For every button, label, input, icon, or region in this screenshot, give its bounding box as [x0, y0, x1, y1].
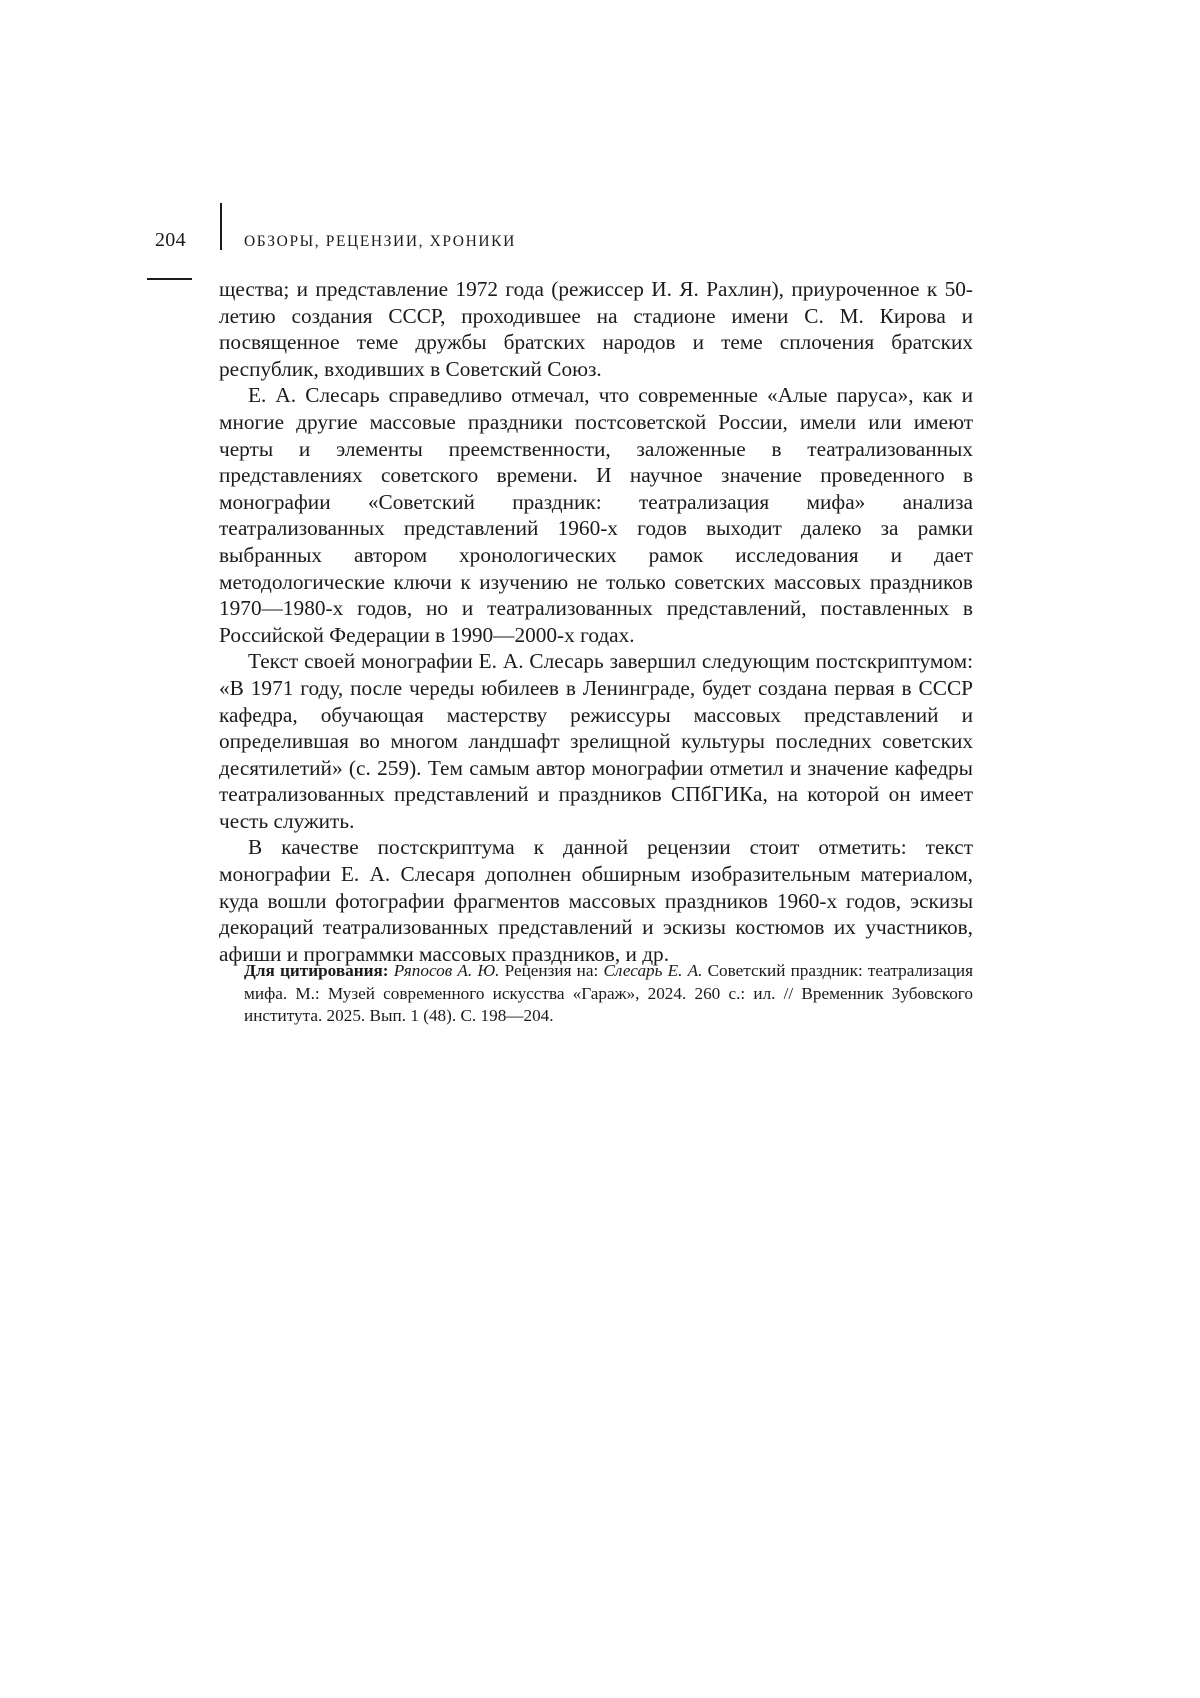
citation-block — [244, 960, 973, 1028]
paragraph: Е. А. Слесарь справедливо отмечал, что современные «Алые паруса», как и многие другие массовые праздники постсоветской России, имели или имеют черты и элементы преемственности, заложенные в театрализованных представлениях советского времени. И научное значение проведенного в монографии «Советский праздник: театрализация мифа» анализа театрализованных представлений 1960-х годов выходит далеко за рамки выбранных автором хронологических рамок исследования и дает методологические ключи к изучению не только советских массовых праздников 1970—1980-х годов, но и театрализованных представлений, поставленных в Российской Федерации в 1990—2000-х годах. — [219, 383, 973, 647]
article-body — [219, 276, 973, 967]
header-divider — [220, 203, 222, 250]
page-number: 204 — [155, 229, 186, 251]
citation-author: Ряпосов А. Ю. — [393, 961, 500, 980]
paragraph: Текст своей монографии Е. А. Слесарь завершил следующим постскриптумом: «В 1971 году, после череды юбилеев в Ленинграде, будет создана первая в СССР кафедра, обучающая мастерству режиссуры массовых представлений и определившая во многом ландшафт зрелищной культуры последних советских десятилетий» (с. 259). Тем самым автор монографии отметил и значение кафедры театрализованных представлений и праздников СПбГИКа, на которой он имеет честь служить. — [219, 649, 973, 833]
page-header — [0, 0, 1200, 290]
margin-rule — [147, 278, 192, 280]
citation-details: Советский праздник: театрализация мифа. М.: Музей современного искусства «Гараж», 2024. 260 с.: ил. // Временник Зубовского института. 2025. Вып. 1 (48). С. 198—204. — [244, 961, 974, 1025]
citation-label: Для цитирования: — [244, 961, 389, 980]
citation-review-prefix: Рецензия на: — [504, 961, 599, 980]
citation-reviewed-author: Слесарь Е. А. — [603, 961, 703, 980]
section-title: ОБЗОРЫ, РЕЦЕНЗИИ, ХРОНИКИ — [244, 233, 516, 250]
paragraph: В качестве постскриптума к данной рецензии стоит отметить: текст монографии Е. А. Слесаря дополнен обширным изобразительным материалом, куда вошли фотографии фрагментов массовых праздников 1960-х годов, эскизы декораций театрализованных представлений и эскизы костюмов их участников, афиши и программки массовых праздников, и др. — [219, 835, 973, 966]
paragraph-continued: щества; и представление 1972 года (режиссер И. Я. Рахлин), приуроченное к 50-летию создания СССР, проходившее на стадионе имени С. М. Кирова и посвященное теме дружбы братских народов и теме сплочения братских республик, входивших в Советский Союз. — [219, 277, 973, 381]
